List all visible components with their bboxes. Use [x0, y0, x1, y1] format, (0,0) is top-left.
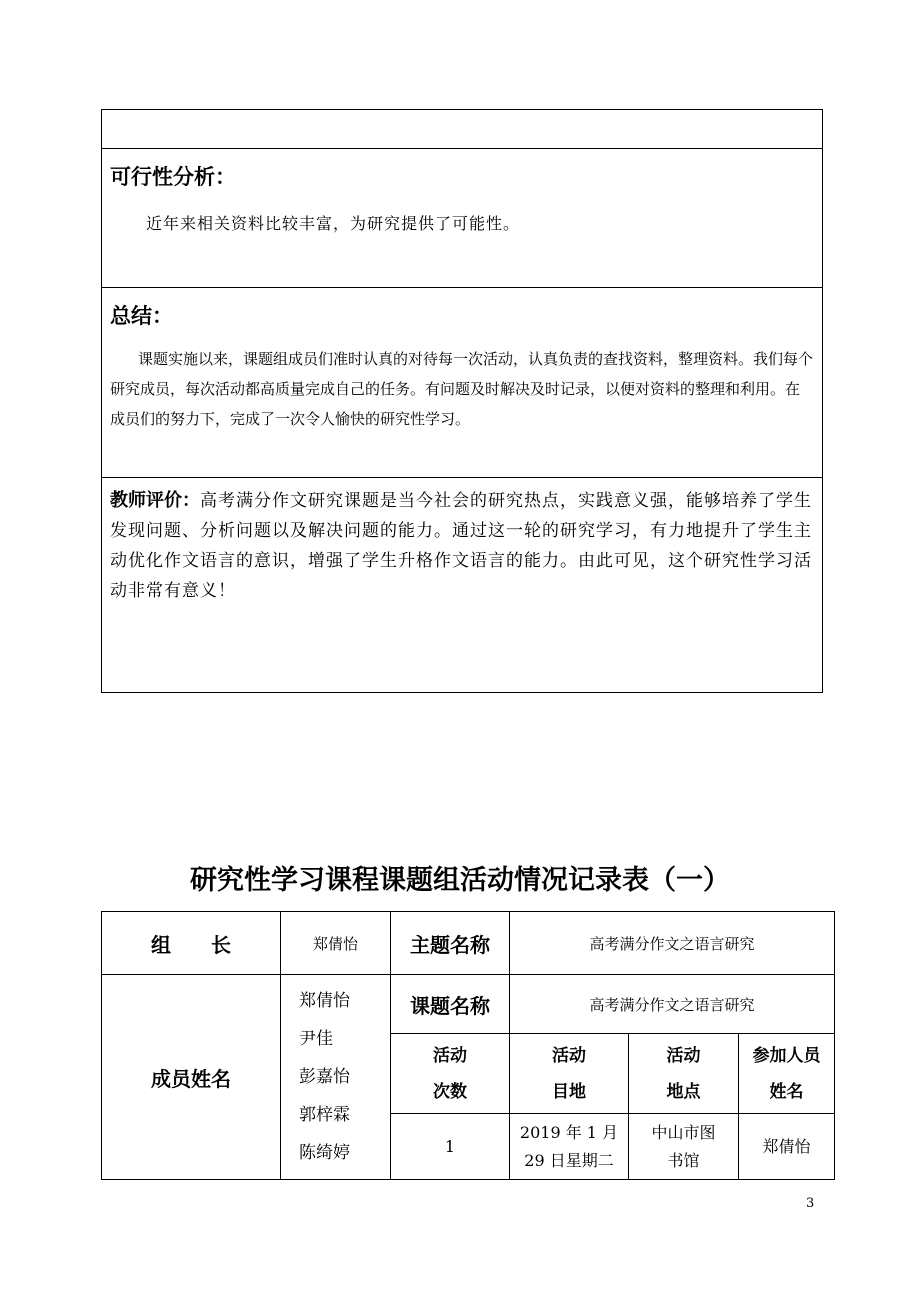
- teacher-eval-text: 高考满分作文研究课题是当今社会的研究热点，实践意义强，能够培养了学生发现问题、分析问题以及解决问题的能力。通过这一轮的研究学习，有力地提升了学生主动优化作文语言的意识，增强了学生升格作文语言的能力。由此可见，这个研究性学习活动非常有意义！: [110, 491, 812, 601]
- teacher-eval-heading: 教师评价：: [110, 490, 200, 511]
- record-title: 研究性学习课程课题组活动情况记录表（一）: [190, 865, 730, 896]
- theme-label: 主题名称: [391, 912, 510, 975]
- member-name: 郭梓霖: [299, 1105, 350, 1125]
- theme-value: 高考满分作文之语言研究: [510, 912, 835, 975]
- summary-heading: 总结：: [110, 304, 173, 328]
- member-name: 郑倩怡: [299, 991, 350, 1011]
- activity-count: 1: [391, 1114, 510, 1180]
- members-label: 成员姓名: [102, 975, 281, 1180]
- feasibility-section: [101, 148, 823, 288]
- page-number: 3: [806, 1196, 815, 1211]
- teacher-eval-section: [101, 477, 823, 693]
- activity-place: 中山市图 书馆: [629, 1114, 739, 1180]
- summary-section: [101, 287, 823, 478]
- col-header-participants: 参加人员 姓名: [739, 1034, 835, 1114]
- member-name: 彭嘉怡: [299, 1067, 350, 1087]
- teacher-eval-block: [110, 486, 812, 606]
- leader-label: 组 长: [102, 912, 281, 975]
- leader-name: 郑倩怡: [281, 912, 391, 975]
- activity-record-table: [101, 911, 835, 1180]
- topic-label: 课题名称: [391, 975, 510, 1034]
- feasibility-text: 近年来相关资料比较丰富，为研究提供了可能性。: [146, 214, 521, 233]
- activity-participant: 郑倩怡: [739, 1114, 835, 1180]
- members-list: [281, 975, 391, 1180]
- col-header-purpose: 活动 目地: [510, 1034, 629, 1114]
- summary-text: 课题实施以来，课题组成员们准时认真的对待每一次活动，认真负责的查找资料，整理资料。我们每个研究成员，每次活动都高质量完成自己的任务。有问题及时解决及时记录，以便对资料的整理和利用。在成员们的努力下，完成了一次令人愉快的研究性学习。: [110, 350, 814, 428]
- activity-date: 2019 年 1 月 29 日星期二: [510, 1114, 629, 1180]
- member-name: 尹佳: [299, 1029, 333, 1049]
- member-name: 陈绮婷: [299, 1143, 350, 1163]
- blank-section: [101, 109, 823, 149]
- col-header-count: 活动 次数: [391, 1034, 510, 1114]
- topic-value: 高考满分作文之语言研究: [510, 975, 835, 1034]
- feasibility-heading: 可行性分析：: [110, 165, 236, 189]
- col-header-place: 活动 地点: [629, 1034, 739, 1114]
